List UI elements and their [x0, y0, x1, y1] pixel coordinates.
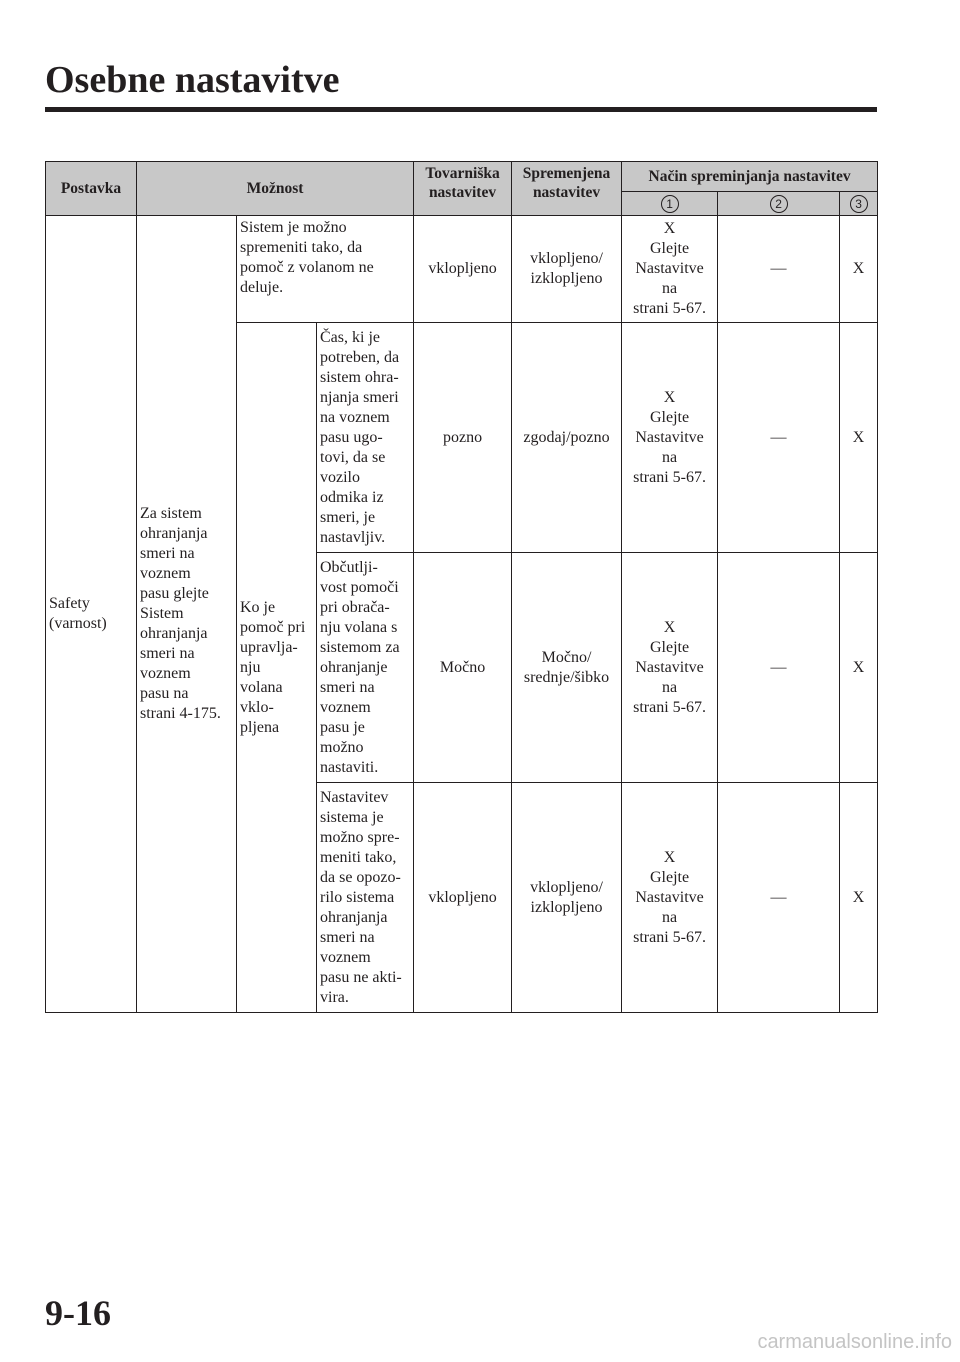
subgroup-cell: Ko je pomoč pri upravlja- nju volana vklo- pljena — [237, 323, 317, 1013]
method-2-cell: — — [718, 216, 840, 323]
method-1-cell: X Glejte Nastavitve na strani 5-67. — [622, 553, 718, 783]
page-title: Osebne nastavitve — [45, 59, 340, 101]
option-cell: Nastavitev sistema je možno spre- meniti tako, da se opozo- rilo sistema ohranjanja smeri na voznem pasu ne akti- vira. — [317, 783, 414, 1013]
header-changed: Spremenjena nastavitev — [512, 162, 622, 216]
method-1-cell: X Glejte Nastavitve na strani 5-67. — [622, 783, 718, 1013]
header-method-1 — [622, 192, 718, 216]
page-number: 9-16 — [45, 1293, 111, 1333]
changed-cell: Močno/ srednje/šibko — [512, 553, 622, 783]
factory-cell: Močno — [414, 553, 512, 783]
changed-cell: vklopljeno/ izklopljeno — [512, 216, 622, 323]
changed-cell: zgodaj/pozno — [512, 323, 622, 553]
option-cell: Čas, ki je potreben, da sistem ohra- njanja smeri na voznem pasu ugo- tovi, da se vozilo odmika iz smeri, je nastavljiv. — [317, 323, 414, 553]
option-cell: Občutlji- vost pomoči pri obrača- nju volana s sistemom za ohranjanje smeri na voznem pasu je možno nastaviti. — [317, 553, 414, 783]
factory-cell: pozno — [414, 323, 512, 553]
header-item: Postavka — [46, 162, 137, 216]
circled-2-icon: 2 — [770, 195, 788, 213]
factory-cell: vklopljeno — [414, 216, 512, 323]
watermark: carmanualsonline.info — [757, 1331, 952, 1353]
settings-table — [45, 161, 878, 1013]
method-3-cell: X — [840, 783, 878, 1013]
method-1-cell: X Glejte Nastavitve na strani 5-67. — [622, 323, 718, 553]
title-rule — [45, 107, 877, 112]
method-3-cell: X — [840, 216, 878, 323]
header-factory: Tovarniška nastavitev — [414, 162, 512, 216]
header-method: Način spreminjanja nastavitev — [622, 162, 878, 192]
method-2-cell: — — [718, 783, 840, 1013]
header-method-3 — [840, 192, 878, 216]
option-cell: Sistem je možno spremeniti tako, da pomoč z volanom ne deluje. — [237, 216, 414, 323]
group-cell: Za sistem ohranjanja smeri na voznem pasu glejte Sistem ohranjanja smeri na voznem pasu na strani 4-175. — [137, 216, 237, 1013]
header-row — [46, 162, 878, 192]
table-row — [46, 216, 878, 323]
header-method-2 — [718, 192, 840, 216]
method-3-cell: X — [840, 323, 878, 553]
circled-3-icon: 3 — [850, 195, 868, 213]
method-2-cell: — — [718, 553, 840, 783]
circled-1-icon: 1 — [661, 195, 679, 213]
method-2-cell: — — [718, 323, 840, 553]
item-cell: Safety (varnost) — [46, 216, 137, 1013]
method-1-cell: X Glejte Nastavitve na strani 5-67. — [622, 216, 718, 323]
header-option: Možnost — [137, 162, 414, 216]
factory-cell: vklopljeno — [414, 783, 512, 1013]
method-3-cell: X — [840, 553, 878, 783]
changed-cell: vklopljeno/ izklopljeno — [512, 783, 622, 1013]
